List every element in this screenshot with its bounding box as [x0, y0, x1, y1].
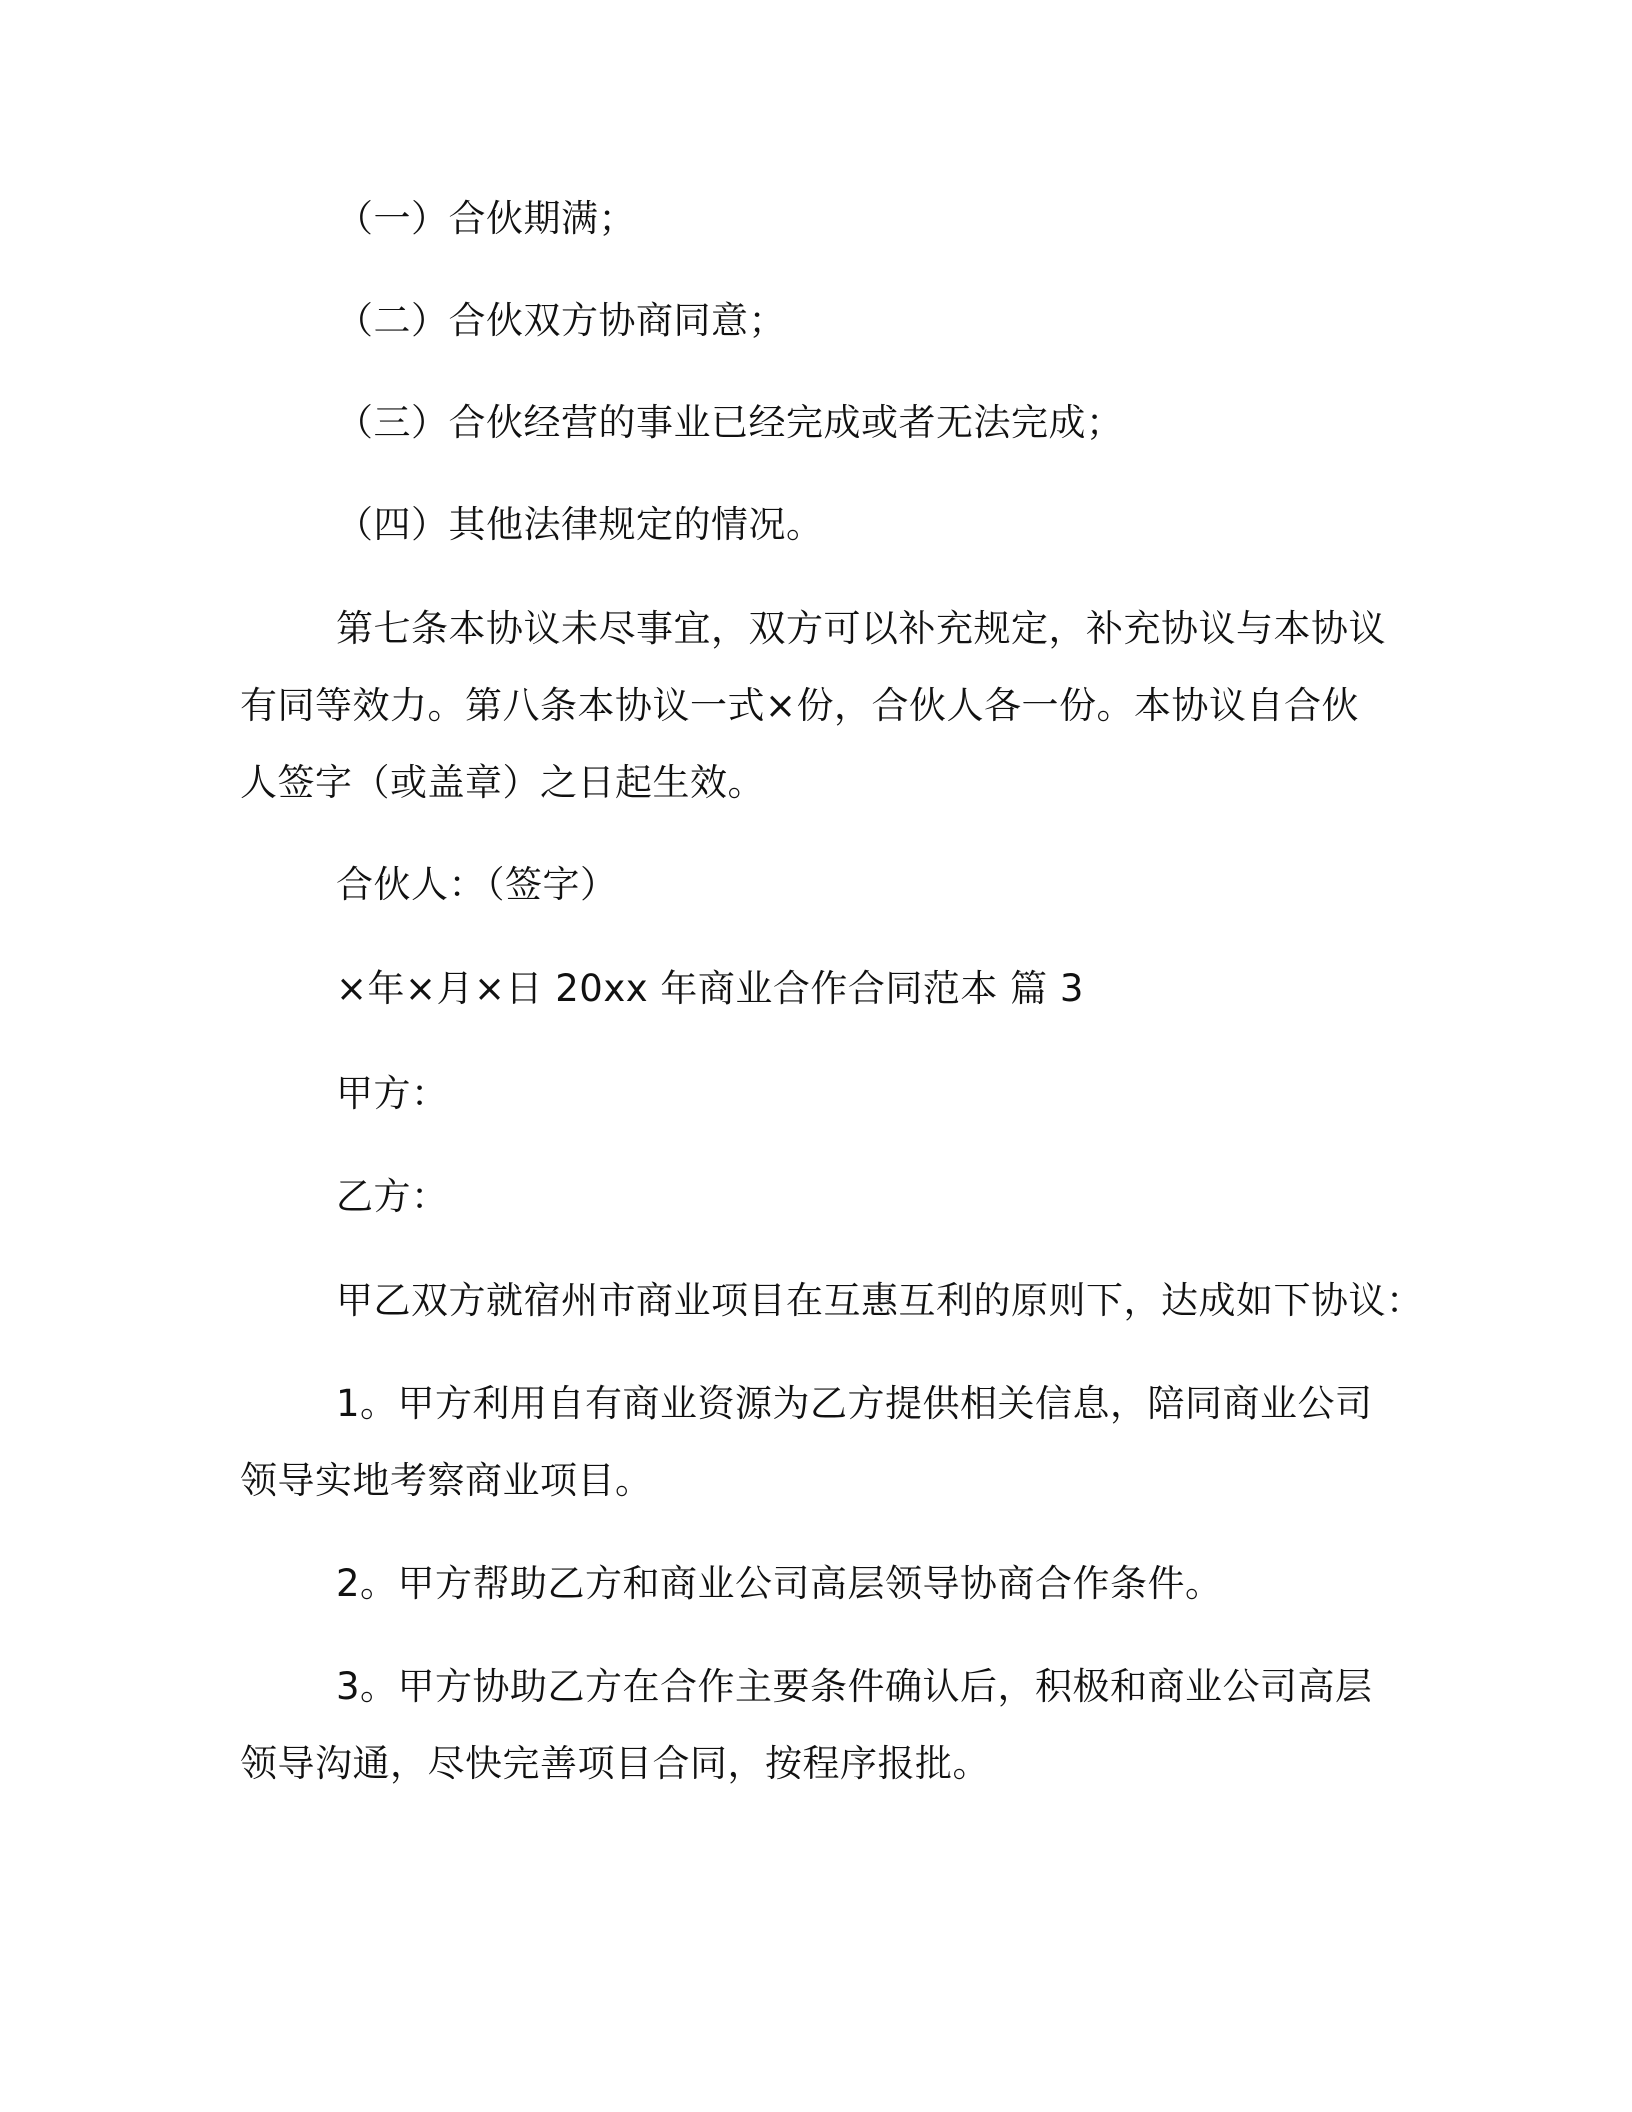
- paragraph-line: 领导沟通，尽快完善项目合同，按程序报批。: [240, 1742, 990, 1785]
- list-item-1: [240, 180, 1380, 257]
- paragraph-line: （三）合伙经营的事业已经完成或者无法完成；: [336, 401, 1124, 444]
- clause-1: [240, 1365, 1380, 1519]
- article-7-paragraph: [240, 590, 1386, 821]
- paragraph-line: 乙方：: [336, 1175, 449, 1218]
- signature-line: [240, 846, 1380, 923]
- party-a-line: [240, 1055, 1380, 1132]
- date-and-heading-line: [240, 950, 1380, 1027]
- paragraph-line: 3。甲方协助乙方在合作主要条件确认后，积极和商业公司高层: [336, 1665, 1373, 1708]
- agreement-intro: [240, 1262, 1424, 1339]
- paragraph-line: 1。甲方利用自有商业资源为乙方提供相关信息，陪同商业公司: [336, 1382, 1373, 1425]
- clause-3: [240, 1648, 1380, 1802]
- list-item-4: [240, 486, 1380, 563]
- paragraph-line: 甲乙双方就宿州市商业项目在互惠互利的原则下，达成如下协议：: [336, 1279, 1424, 1322]
- clause-2: [240, 1545, 1380, 1622]
- list-item-2: [240, 282, 1380, 359]
- paragraph-line: 2。甲方帮助乙方和商业公司高层领导协商合作条件。: [336, 1562, 1223, 1605]
- paragraph-line: （四）其他法律规定的情况。: [336, 503, 824, 546]
- party-b-line: [240, 1158, 1380, 1235]
- paragraph-line: 人签字（或盖章）之日起生效。: [240, 761, 765, 804]
- paragraph-line: 合伙人：（签字）: [336, 863, 618, 906]
- paragraph-line: 有同等效力。第八条本协议一式×份，合伙人各一份。本协议自合伙: [240, 684, 1360, 727]
- paragraph-line: 甲方：: [336, 1072, 449, 1115]
- paragraph-line: （二）合伙双方协商同意；: [336, 299, 786, 342]
- list-item-3: [240, 384, 1380, 461]
- paragraph-line: （一）合伙期满；: [336, 197, 636, 240]
- paragraph-line: 第七条本协议未尽事宜，双方可以补充规定，补充协议与本协议: [336, 607, 1386, 650]
- paragraph-line: ×年×月×日 20xx 年商业合作合同范本 篇 3: [336, 967, 1084, 1010]
- paragraph-line: 领导实地考察商业项目。: [240, 1459, 653, 1502]
